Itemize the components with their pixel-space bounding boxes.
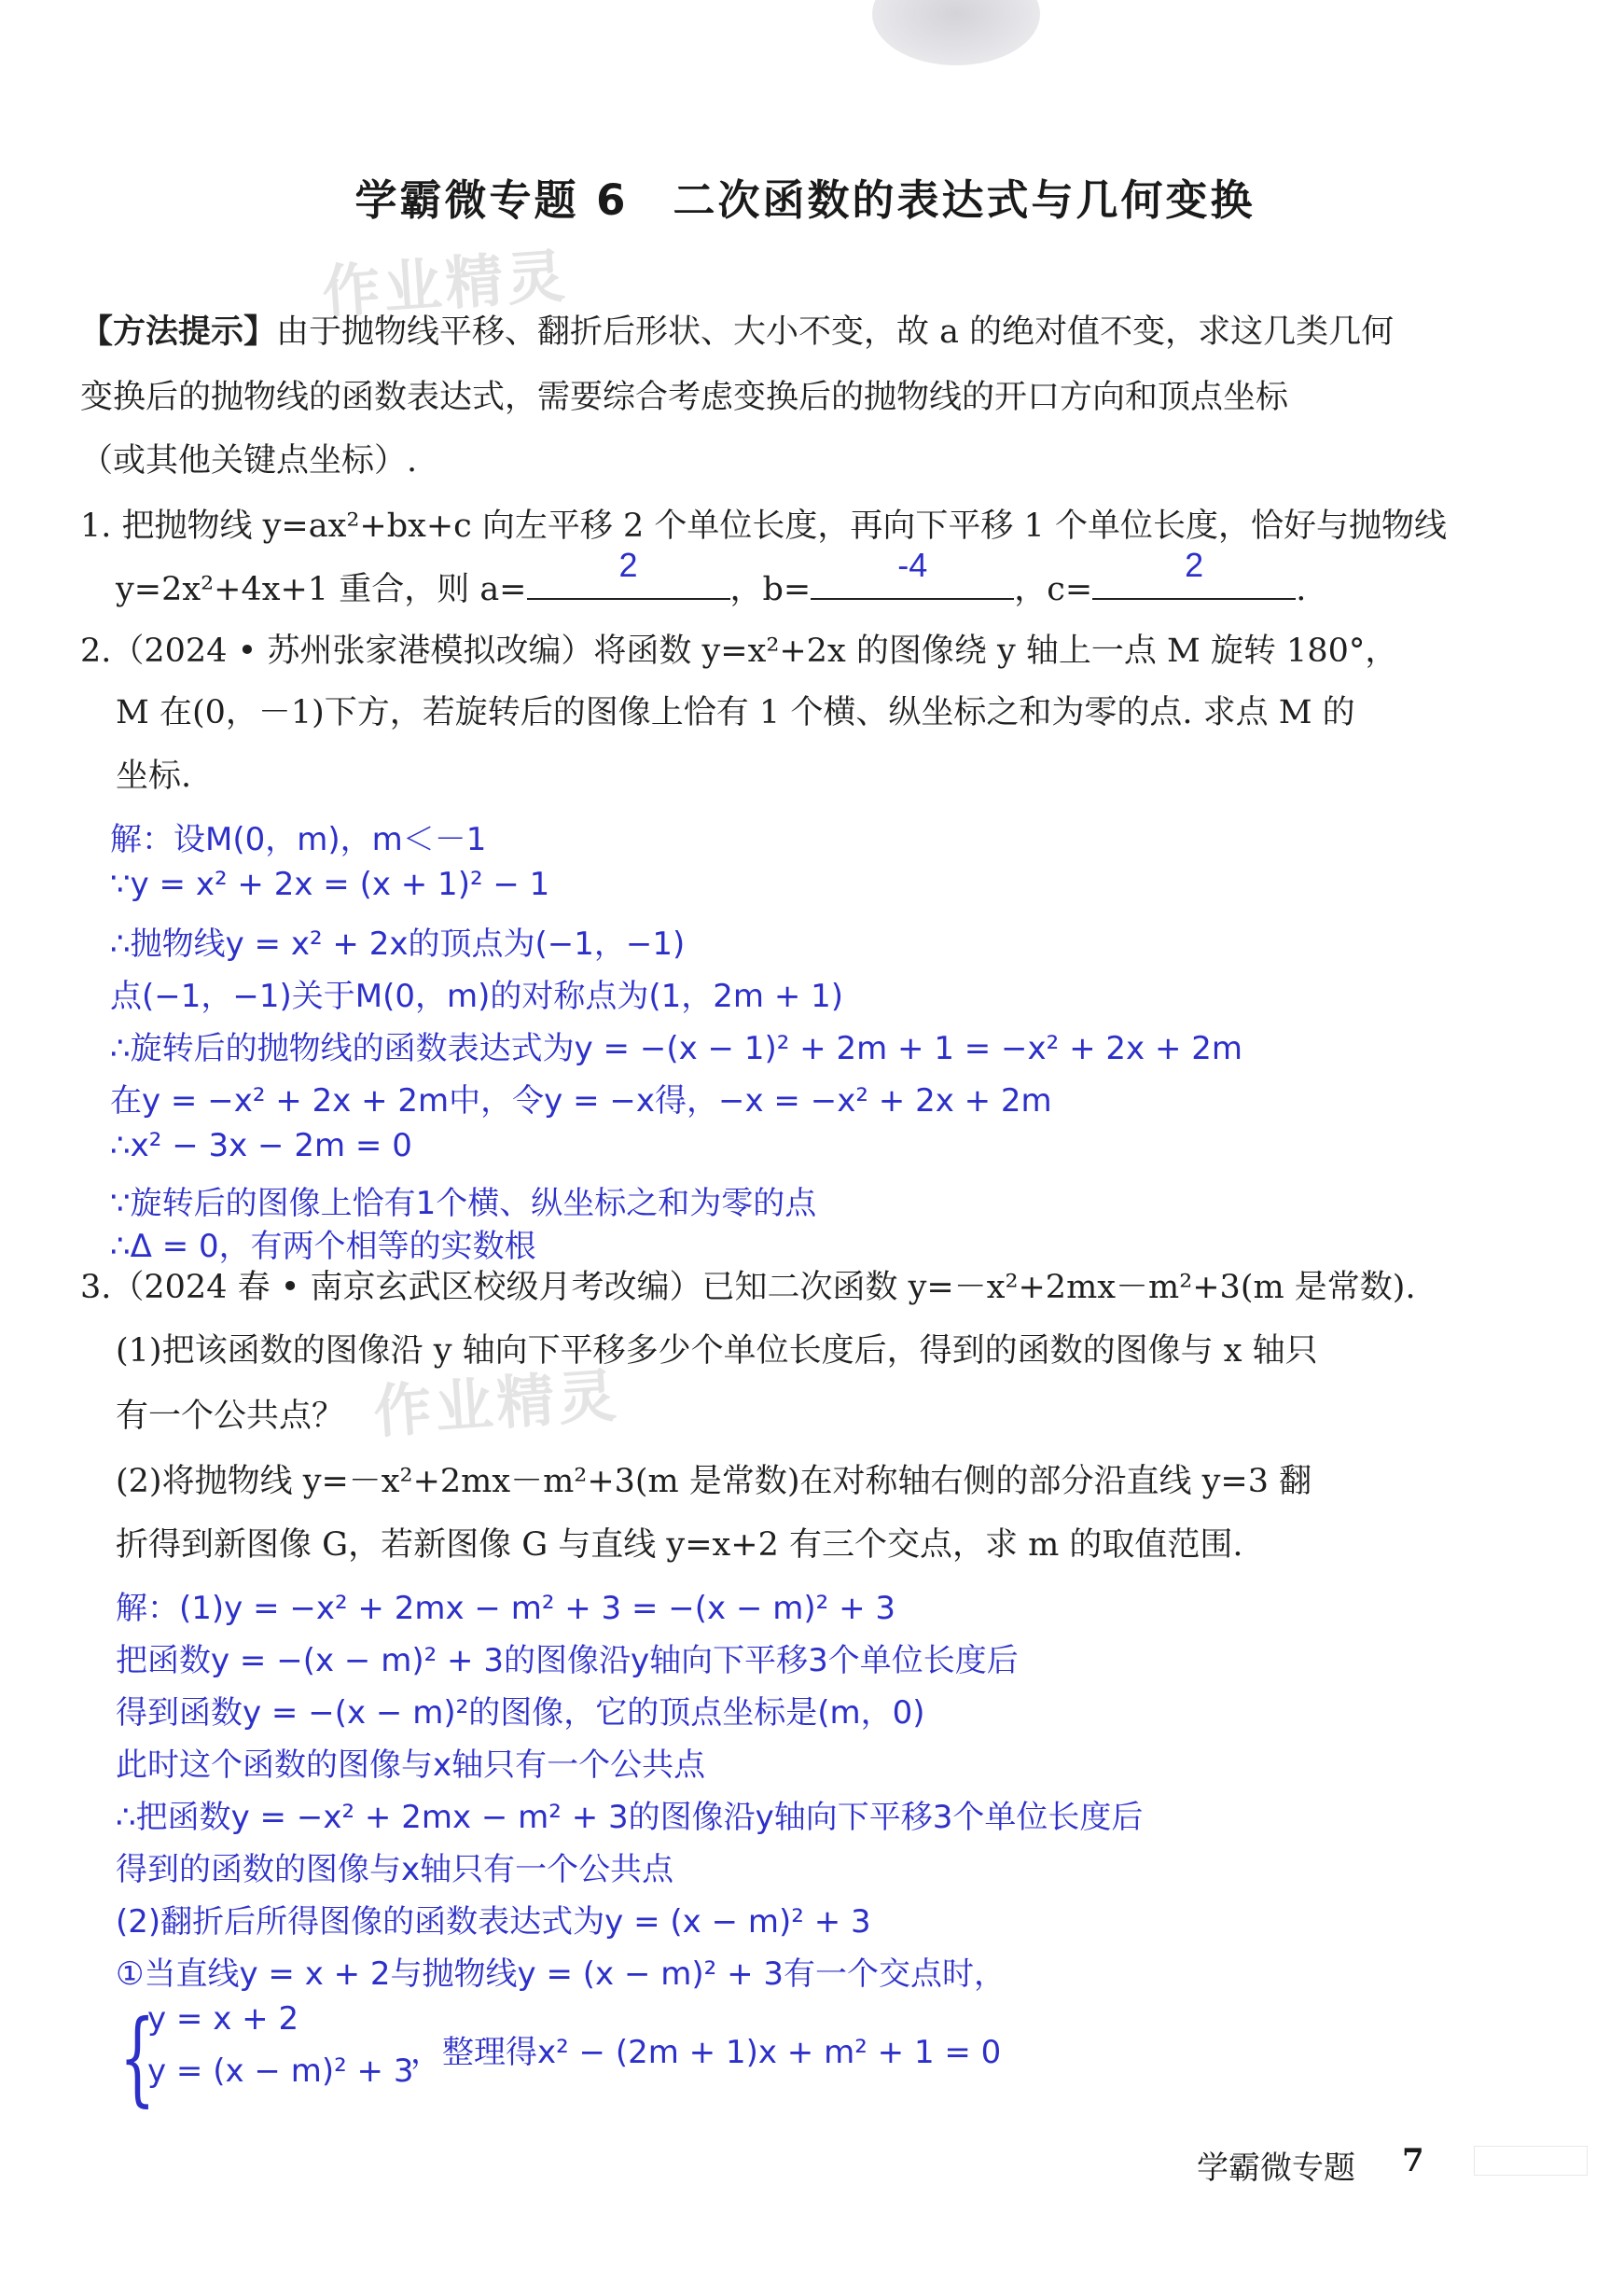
solution-line: 此时这个函数的图像与x轴只有一个公共点	[116, 1746, 706, 1784]
solution-line: ∴把函数y = −x² + 2mx − m² + 3的图像沿y轴向下平移3个单位长度后	[116, 1799, 1144, 1836]
system-equation: y = x + 2	[147, 2000, 299, 2038]
solution-line: ∴抛物线y = x² + 2x的顶点为(−1，−1)	[110, 925, 686, 963]
question-3-text: 3.（2024 春 • 南京玄武区校级月考改编）已知二次函数 y=－x²+2mx－m²+3(m 是常数).	[80, 1269, 1416, 1306]
solution-line: 解：设M(0，m)，m＜－1	[110, 821, 487, 858]
solution-line: 得到的函数的图像与x轴只有一个公共点	[116, 1851, 674, 1888]
question-2-text: M 在(0，－1)下方，若旋转后的图像上恰有 1 个横、纵坐标之和为零的点. 求点 M 的	[116, 694, 1355, 731]
question-2-text: 2.（2024 • 苏州张家港模拟改编）将函数 y=x²+2x 的图像绕 y 轴上一点 M 旋转 180°，	[80, 633, 1398, 670]
method-hint-line: 变换后的抛物线的函数表达式，需要综合考虑变换后的抛物线的开口方向和顶点坐标	[80, 379, 1289, 416]
solution-line: 点(−1，−1)关于M(0，m)的对称点为(1，2m + 1)	[110, 978, 844, 1015]
watermark: 作业精灵	[320, 241, 571, 327]
page-corner-shadow	[872, 0, 1040, 65]
question-3-part1: 有一个公共点？	[116, 1398, 345, 1435]
solution-line: 解：(1)y = −x² + 2mx − m² + 3 = −(x − m)² + 3	[116, 1590, 896, 1627]
system-equation: y = (x − m)² + 3	[147, 2052, 414, 2090]
solution-line-cut: ∴Δ = 0，有两个相等的实数根	[110, 1228, 536, 1265]
question-3-part1: (1)把该函数的图像沿 y 轴向下平移多少个单位长度后，得到的函数的图像与 x 轴只	[116, 1332, 1318, 1370]
question-1-end: .	[1296, 571, 1307, 608]
system-brace: {	[119, 1997, 156, 2117]
method-hint-label: 【方法提示】	[80, 313, 277, 351]
page-title: 学霸微专题 6 二次函数的表达式与几何变换	[354, 175, 1256, 225]
method-hint-text: 由于抛物线平移、翻折后形状、大小不变，故 a 的绝对值不变，求这几类几何	[276, 313, 1395, 351]
label-b: ，b=	[729, 571, 812, 608]
footer-watermark-logo	[1474, 2146, 1588, 2176]
method-hint-line	[80, 306, 1394, 353]
question-1-prefix: y=2x²+4x+1 重合，则 a=	[116, 571, 527, 608]
method-hint-line: （或其他关键点坐标）.	[80, 442, 418, 480]
solution-line: ∵y = x² + 2x = (x + 1)² − 1	[110, 866, 550, 903]
answer-blank-a	[527, 546, 730, 600]
footer-label: 学霸微专题	[1197, 2150, 1355, 2187]
question-3-part2: 折得到新图像 G，若新图像 G 与直线 y=x+2 有三个交点，求 m 的取值范围.	[116, 1526, 1243, 1564]
solution-line: ∵旋转后的图像上恰有1个横、纵坐标之和为零的点	[110, 1185, 817, 1222]
page-number: 7	[1402, 2142, 1424, 2179]
question-2-text: 坐标.	[116, 758, 192, 795]
solution-line: 得到函数y = −(x − m)²的图像，它的顶点坐标是(m，0)	[116, 1694, 925, 1732]
question-1-text: 1. 把抛物线 y=ax²+bx+c 向左平移 2 个单位长度，再向下平移 1 个单位长度，恰好与抛物线	[80, 508, 1447, 545]
answer-blank-b	[811, 546, 1014, 600]
system-result: ，整理得x² − (2m + 1)x + m² + 1 = 0	[410, 2034, 1002, 2071]
solution-line: 把函数y = −(x − m)² + 3的图像沿y轴向下平移3个单位长度后	[116, 1642, 1019, 1679]
label-c: ，c=	[1014, 571, 1093, 608]
watermark: 作业精灵	[371, 1360, 622, 1447]
solution-line: (2)翻折后所得图像的函数表达式为y = (x − m)² + 3	[116, 1903, 871, 1941]
solution-line: 在y = −x² + 2x + 2m中，令y = −x得，−x = −x² + 2x + 2m	[110, 1082, 1052, 1120]
answer-c: 2	[1185, 546, 1204, 584]
solution-line: ∴旋转后的抛物线的函数表达式为y = −(x − 1)² + 2m + 1 = −x² + 2x + 2m	[110, 1030, 1243, 1067]
solution-line: ①当直线y = x + 2与抛物线y = (x − m)² + 3有一个交点时，	[116, 1955, 1006, 1993]
answer-b: -4	[897, 546, 928, 584]
answer-blank-c	[1092, 546, 1296, 600]
question-1-line2	[116, 546, 1307, 610]
question-3-part2: (2)将抛物线 y=－x²+2mx－m²+3(m 是常数)在对称轴右侧的部分沿直线 y=3 翻	[116, 1463, 1312, 1500]
answer-a: 2	[618, 546, 638, 584]
solution-line: ∴x² − 3x − 2m = 0	[110, 1127, 412, 1164]
